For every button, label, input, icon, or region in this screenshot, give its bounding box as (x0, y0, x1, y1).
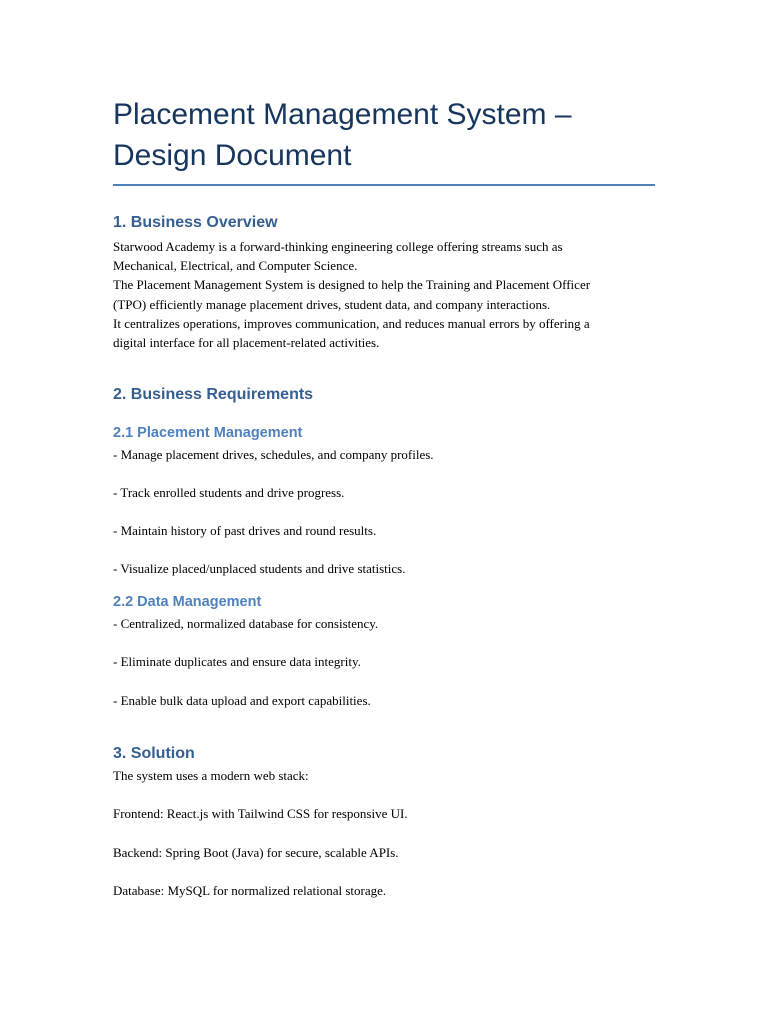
solution-intro-text: The system uses a modern web stack: (113, 768, 309, 783)
section-business-overview (113, 213, 658, 233)
list-item: - Eliminate duplicates and ensure data integrity. (113, 654, 361, 669)
document-title-line-2: Design Document (113, 139, 352, 172)
section-heading-solution: 3. Solution (113, 745, 195, 762)
overview-line: The Placement Management System is designed to help the Training and Placement Officer (113, 277, 591, 293)
document-title (113, 94, 655, 176)
solution-intro (113, 766, 658, 785)
list-item: - Visualize placed/unplaced students and drive statistics. (113, 561, 406, 576)
placement-item (113, 483, 658, 502)
list-item: Database: MySQL for normalized relational storage. (113, 883, 387, 898)
section-heading-requirements: 2. Business Requirements (113, 386, 314, 403)
overview-line: (TPO) efficiently manage placement drives, student data, and company interactions. (113, 296, 551, 312)
list-item: - Manage placement drives, schedules, and company profiles. (113, 447, 434, 462)
placement-item (113, 445, 658, 464)
data-item (113, 652, 658, 671)
overview-line: digital interface for all placement-related activities. (113, 335, 380, 351)
section-business-requirements (113, 385, 658, 405)
list-item: - Track enrolled students and drive progress. (113, 485, 345, 500)
list-item: Backend: Spring Boot (Java) for secure, scalable APIs. (113, 845, 399, 860)
solution-item (113, 881, 658, 900)
overview-body (113, 237, 658, 352)
list-item: - Centralized, normalized database for consistency. (113, 616, 379, 631)
solution-item (113, 843, 658, 862)
subsection-heading-placement: 2.1 Placement Management (113, 425, 303, 441)
document-title-block (113, 94, 655, 186)
overview-line: Mechanical, Electrical, and Computer Science. (113, 258, 358, 274)
subsection-heading-data: 2.2 Data Management (113, 594, 262, 610)
data-item (113, 691, 658, 710)
document-title-line-1: Placement Management System – (113, 98, 572, 131)
list-item: - Maintain history of past drives and round results. (113, 523, 377, 538)
section-heading-overview: 1. Business Overview (113, 214, 278, 231)
placement-item (113, 521, 658, 540)
subsection-placement-management (113, 423, 658, 443)
solution-item (113, 804, 658, 823)
section-solution (113, 744, 658, 764)
title-underline (113, 184, 655, 186)
overview-line: Starwood Academy is a forward-thinking engineering college offering streams such as (113, 239, 563, 254)
list-item: Frontend: React.js with Tailwind CSS for responsive UI. (113, 806, 408, 821)
list-item: - Enable bulk data upload and export capabilities. (113, 693, 371, 708)
data-item (113, 614, 658, 633)
subsection-data-management (113, 592, 658, 612)
overview-line: It centralizes operations, improves communication, and reduces manual errors by offering a (113, 315, 590, 331)
placement-item (113, 559, 658, 578)
